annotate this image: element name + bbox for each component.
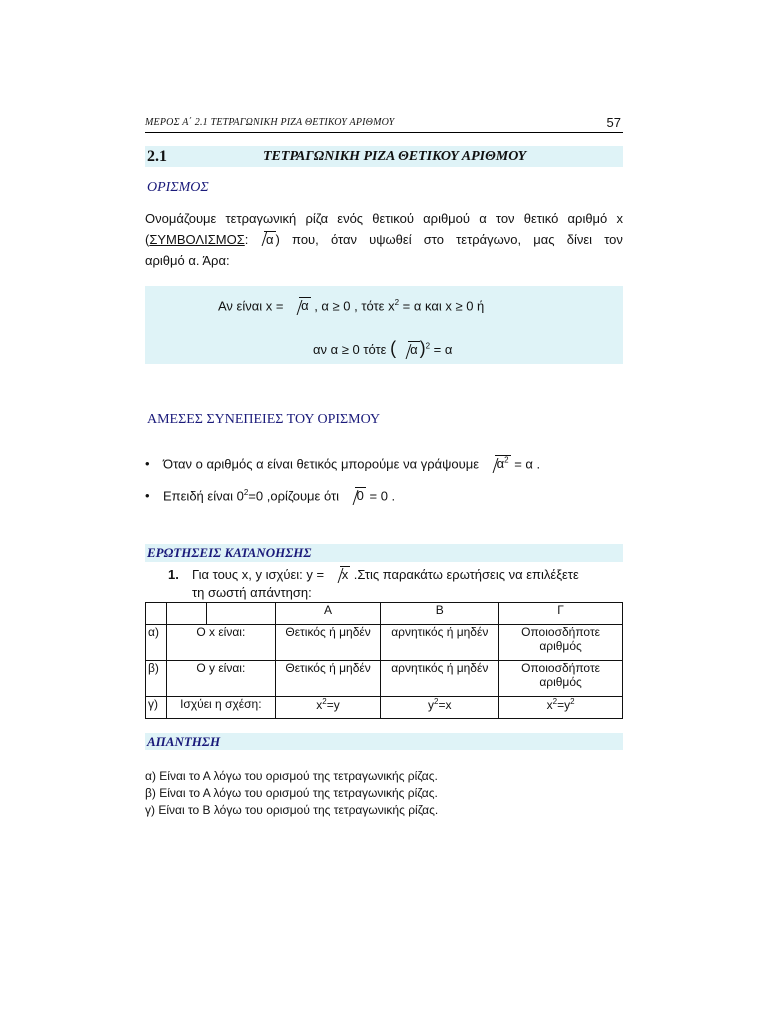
question-number: 1. [168, 567, 179, 582]
questions-heading: ΕΡΩΤΗΣΕΙΣ ΚΑΤΑΝΟΗΣΗΣ [147, 545, 312, 560]
exponent: 2 [322, 697, 327, 706]
exponent: 2 [504, 456, 509, 465]
question-text: .Στις παρακάτω ερωτήσεις να επιλέξετε [350, 567, 579, 582]
word: που, [292, 232, 319, 247]
answer-heading: ΑΠΑΝΤΗΣΗ [147, 734, 221, 749]
formula-text: αν α ≥ 0 τότε [313, 342, 391, 357]
symbolism-label: ΣΥΜΒΟΛΙΣΜΟΣ [149, 232, 245, 247]
radicand: α [410, 342, 418, 357]
sqrt-symbol [398, 342, 420, 357]
definition-line-3 [145, 250, 623, 271]
var: x [316, 698, 323, 712]
bullet-icon: • [145, 488, 150, 504]
paren-close: ) [419, 338, 426, 358]
colon: : [244, 232, 249, 247]
symbol-group [145, 229, 280, 250]
consequence-text: Επειδή είναι 0 [163, 488, 244, 504]
word: θετικό [523, 211, 559, 226]
sqrt-symbol [289, 298, 311, 313]
option-b [381, 697, 499, 719]
row-question: Ο x είναι: [166, 625, 275, 661]
formula-row-2 [313, 338, 452, 359]
answer-heading-bar [145, 733, 623, 750]
section-title-bar [145, 146, 623, 167]
paren-open: ( [390, 338, 397, 358]
option-c: Οποιοσδήποτε αριθμός [499, 661, 623, 697]
formula-text: = α και x ≥ 0 ή [399, 298, 485, 314]
row-question: Ο y είναι: [166, 661, 275, 697]
exponent: 2 [434, 697, 439, 706]
question-text: Για τους x, y ισχύει: y = [192, 567, 328, 582]
running-title: ΜΕΡΟΣ Α΄ 2.1 ΤΕΤΡΑΓΩΝΙΚΗ ΡΙΖΑ ΘΕΤΙΚΟΥ ΑΡΙΘΜΟΥ [145, 117, 395, 128]
table-header-cell: Γ [499, 603, 623, 625]
word: όταν [330, 232, 357, 247]
radicand: α [301, 298, 309, 314]
section-title: ΤΕΤΡΑΓΩΝΙΚΗ ΡΙΖΑ ΘΕΤΙΚΟΥ ΑΡΙΘΜΟΥ [263, 149, 527, 164]
word: α [479, 211, 487, 226]
word: τετραγωνική [225, 211, 297, 226]
var: x [546, 698, 553, 712]
word: Ονομάζουμε [145, 211, 217, 226]
answer-options-table [145, 602, 623, 719]
questions-heading-bar [145, 544, 623, 562]
word: στο [423, 232, 444, 247]
option-b: αρνητικός ή μηδέν [381, 661, 499, 697]
exponent: 2 [243, 488, 249, 497]
definition-heading: ΟΡΙΣΜΟΣ [147, 180, 209, 195]
table-header-cell [206, 603, 275, 625]
answer-line: α) Είναι το Α λόγω του ορισμού της τετραγωνικής ρίζας. [145, 769, 438, 783]
row-question: Ισχύει η σχέση: [166, 697, 275, 719]
word: ρίζα [305, 211, 329, 226]
option-b: αρνητικός ή μηδέν [381, 625, 499, 661]
radicand-base: α [496, 456, 505, 472]
word: x [616, 211, 623, 226]
word: δίνει [566, 232, 593, 247]
option-a [275, 697, 381, 719]
table-row [146, 697, 623, 719]
var: =x [438, 698, 452, 712]
radicand [495, 455, 511, 471]
word: τον [495, 211, 515, 226]
section-number: 2.1 [147, 148, 167, 165]
question-1 [168, 566, 623, 602]
formula-row-1 [218, 298, 484, 313]
option-a: Θετικός ή μηδέν [275, 661, 381, 697]
option-a: Θετικός ή μηδέν [275, 625, 381, 661]
table-header-cell: Α [275, 603, 381, 625]
definition-line-1 [145, 208, 623, 229]
sqrt-symbol [485, 456, 511, 471]
open-paren: ( [145, 232, 150, 247]
definition-line-3-text: αριθμό α. Άρα: [145, 253, 230, 268]
word: ) [275, 232, 280, 247]
word: αριθμό [567, 211, 608, 226]
consequence-item-1 [145, 456, 540, 471]
page-number: 57 [606, 115, 621, 130]
word: θετικού [372, 211, 414, 226]
table-row [146, 625, 623, 661]
word: τετράγωνο, [456, 232, 522, 247]
word: ενός [337, 211, 364, 226]
bullet-icon: • [145, 456, 150, 472]
var: =y [557, 698, 571, 712]
word: αριθμού [423, 211, 471, 226]
option-c: Οποιοσδήποτε αριθμός [499, 625, 623, 661]
answers-block [145, 768, 438, 819]
answer-line: β) Είναι το Α λόγω του ορισμού της τετραγωνικής ρίζας. [145, 786, 438, 800]
formula-text: , α ≥ 0 , τότε x [310, 298, 395, 314]
exponent: 2 [570, 697, 575, 706]
consequence-text: Όταν ο αριθμός α είναι θετικός μπορούμε να γράψουμε [163, 456, 483, 472]
exponent: 2 [552, 697, 558, 706]
consequence-item-2 [145, 488, 395, 503]
word: μας [533, 232, 555, 247]
question-1-line-1 [168, 566, 623, 584]
radicand: x [341, 567, 349, 582]
word: υψωθεί [369, 232, 412, 247]
exponent: 2 [394, 298, 400, 307]
exponent: 2 [425, 341, 431, 351]
table-header-cell: Β [381, 603, 499, 625]
consequences-heading: ΑΜΕΣΕΣ ΣΥΝΕΠΕΙΕΣ ΤΟΥ ΟΡΙΣΜΟΥ [147, 412, 381, 427]
word: τον [604, 232, 623, 247]
answer-line: γ) Είναι το Β λόγω του ορισμού της τετραγωνικής ρίζας. [145, 803, 439, 817]
row-label: β) [146, 661, 167, 697]
formula-text: Αν είναι x = [218, 298, 288, 314]
table-header-cell [146, 603, 167, 625]
table-header-cell [166, 603, 206, 625]
definition-formula-box [145, 286, 623, 364]
question-1-line-2: τη σωστή απάντηση: [192, 585, 312, 600]
formula-text: = α [430, 342, 453, 357]
sqrt-symbol [345, 488, 366, 503]
table-row [146, 661, 623, 697]
definition-paragraph [145, 208, 623, 271]
consequence-text: = 0 . [365, 488, 396, 504]
sqrt-symbol [254, 229, 276, 250]
option-c [499, 697, 623, 719]
page-header [145, 116, 623, 133]
sqrt-symbol [330, 566, 351, 584]
radicand: α [266, 232, 274, 247]
definition-line-2 [145, 229, 623, 250]
var: y [428, 698, 435, 712]
row-label: γ) [146, 697, 167, 719]
row-label: α) [146, 625, 167, 661]
table-header-row [146, 603, 623, 625]
radicand: 0 [356, 488, 364, 504]
consequence-text: = α . [510, 456, 541, 472]
var: =y [326, 698, 340, 712]
consequence-text: =0 ,ορίζουμε ότι [248, 488, 343, 504]
